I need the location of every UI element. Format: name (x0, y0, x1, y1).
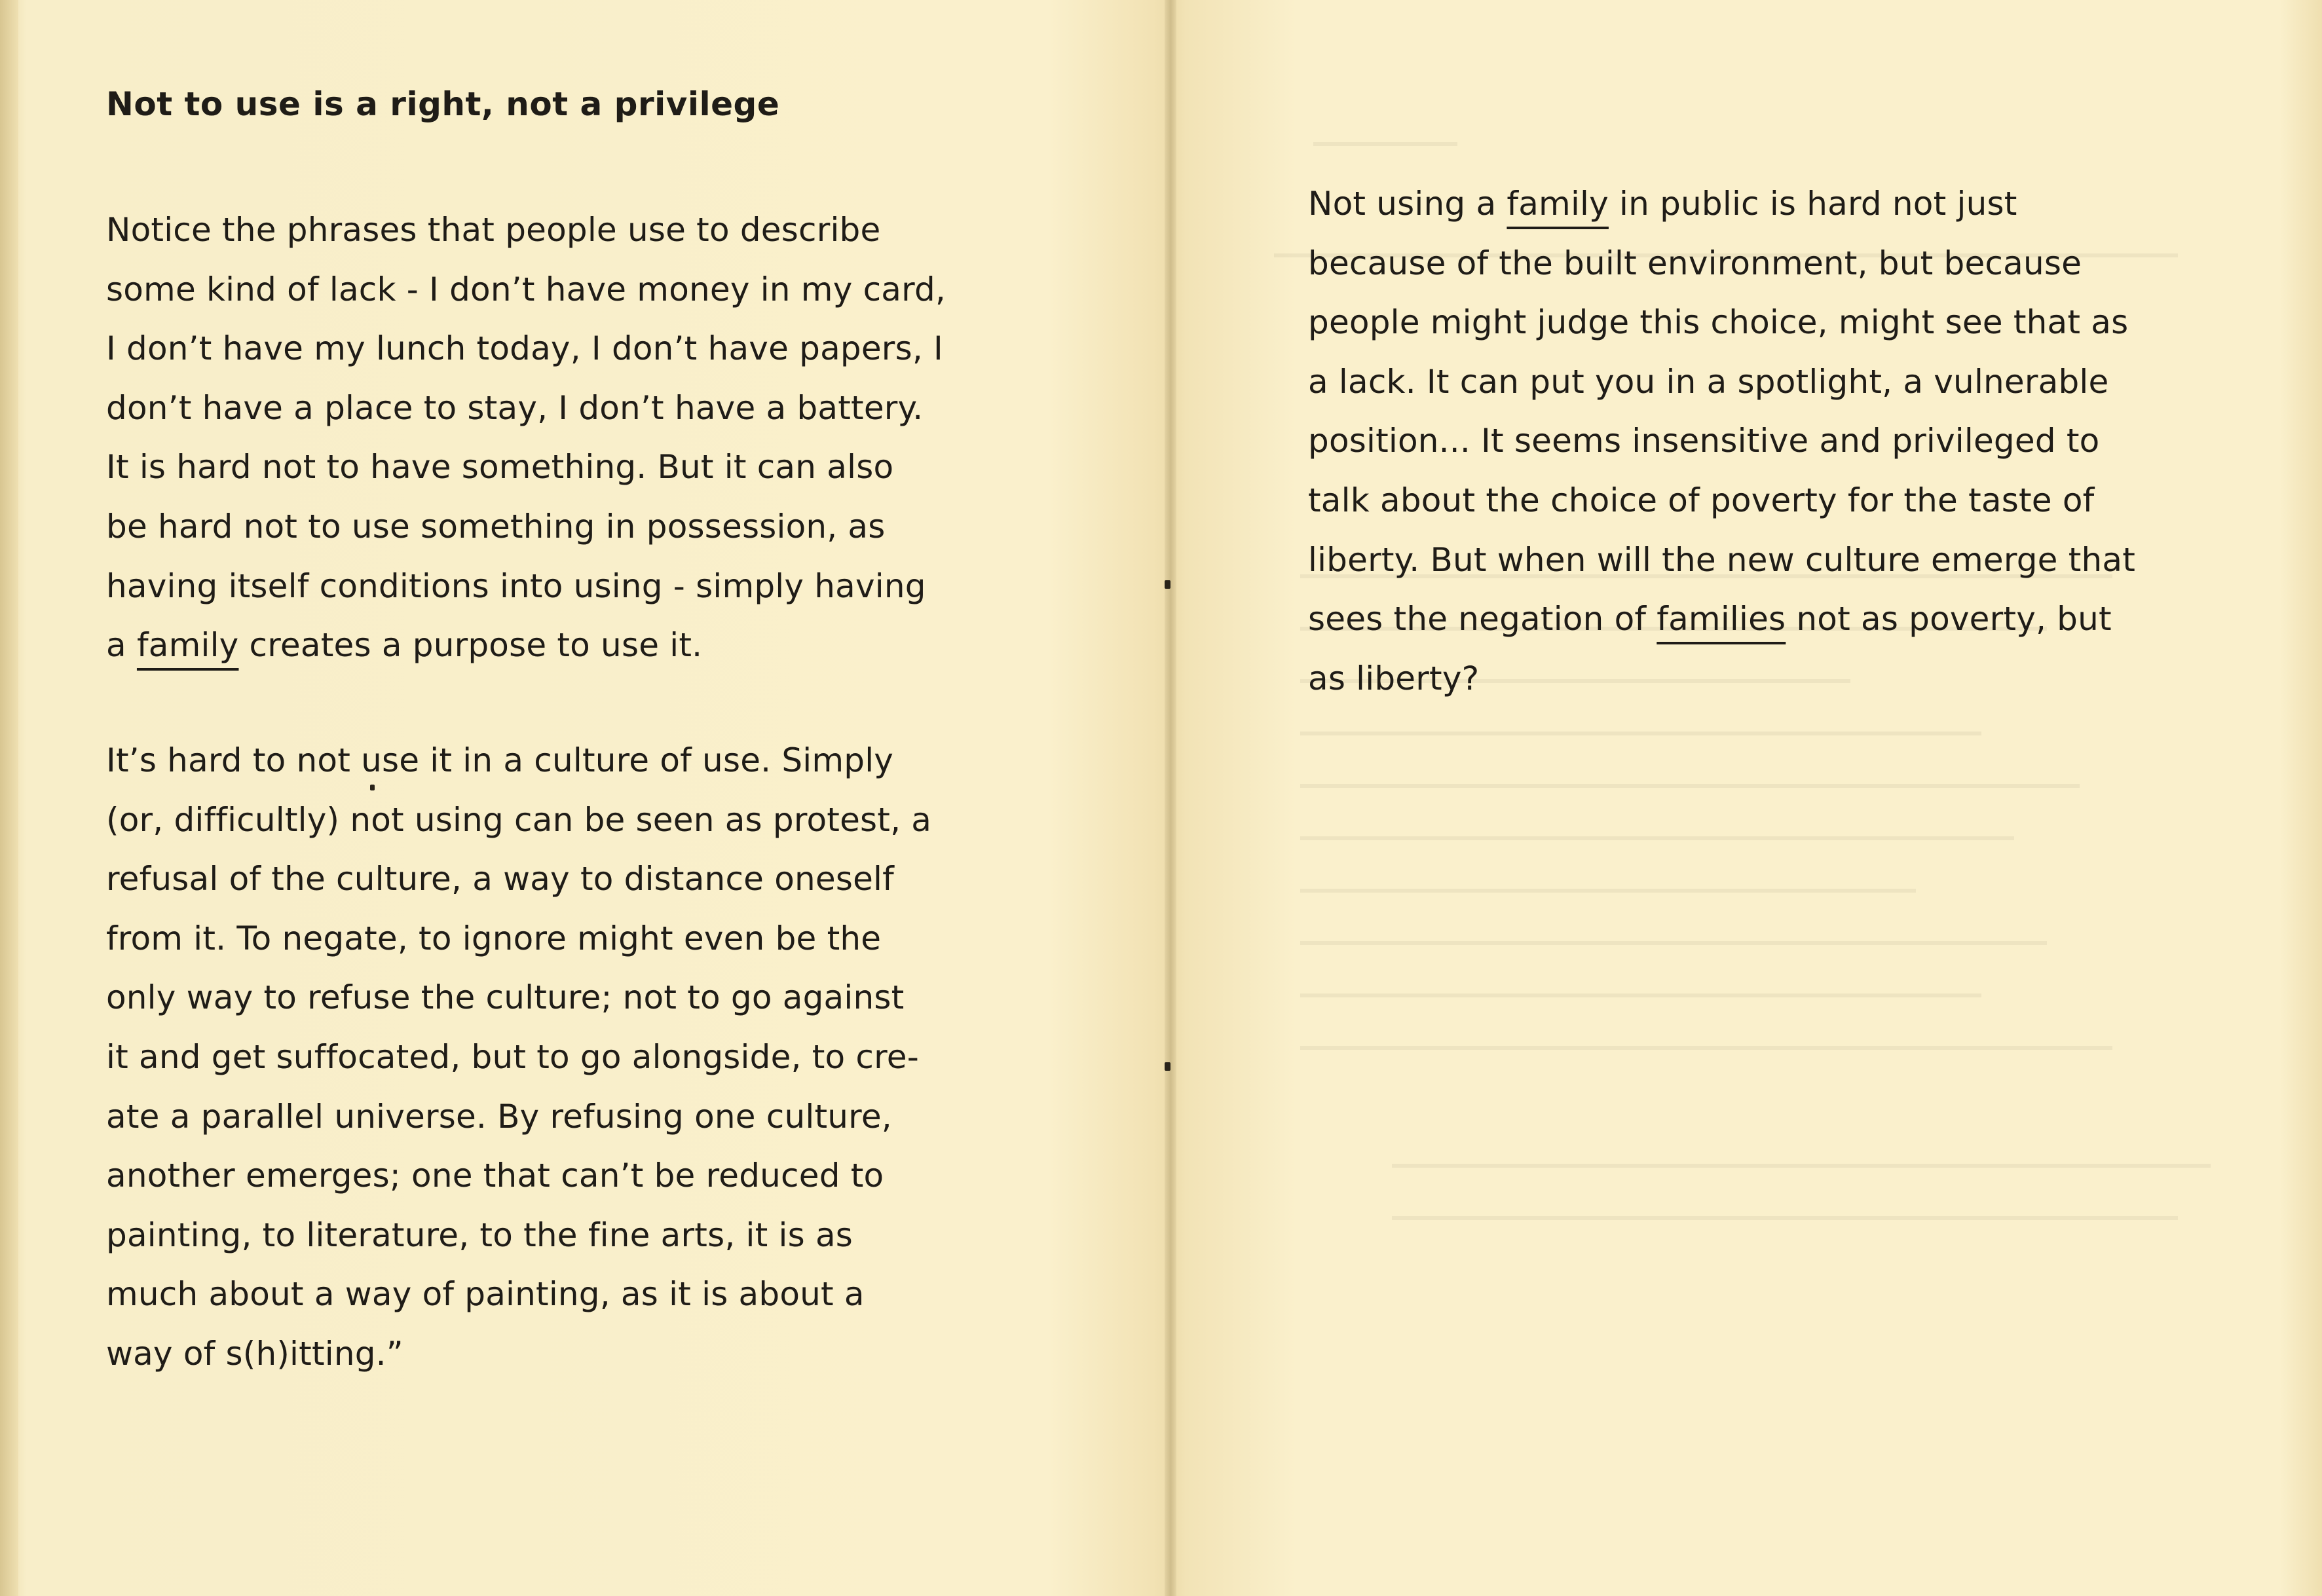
text-line: position... It seems insensitive and privileged to (1308, 422, 2100, 460)
underlined-word: family (136, 626, 239, 665)
underlined-word: family (1507, 185, 1609, 223)
left-paragraph-1 (106, 200, 946, 675)
section-heading: Not to use is a right, not a privilege (106, 85, 780, 123)
text-line: It’s hard to not use it in a culture of use. Simply (106, 741, 894, 779)
text-line: as liberty? (1308, 659, 1480, 697)
text-line: people might judge this choice, might see that as (1308, 303, 2129, 342)
text-line: Not using a family in public is hard not just (1308, 185, 2017, 223)
text-line: from it. To negate, to ignore might even be the (106, 919, 882, 957)
stray-ink-dot (370, 785, 375, 790)
text-line: ate a parallel universe. By refusing one culture, (106, 1097, 892, 1136)
text-line: way of s(h)itting.” (106, 1334, 403, 1373)
text-line: only way to refuse the culture; not to go against (106, 978, 905, 1017)
text-line: refusal of the culture, a way to distance oneself (106, 860, 894, 899)
text-line: much about a way of painting, as it is about a (106, 1275, 865, 1314)
text-line: sees the negation of families not as poverty, but (1308, 600, 2112, 639)
margin-dot (1165, 580, 1170, 589)
text-line: having itself conditions into using - simply having (106, 566, 926, 605)
text-line: some kind of lack - I don’t have money in my card, (106, 270, 946, 308)
text-line: talk about the choice of poverty for the taste of (1308, 481, 2095, 519)
text-line: It is hard not to have something. But it can also (106, 448, 894, 487)
text-line: don’t have a place to stay, I don’t have a battery. (106, 388, 924, 427)
text-line: (or, difficultly) not using can be seen as protest, a (106, 800, 932, 839)
text-line: a family creates a purpose to use it. (106, 626, 703, 665)
text-line: another emerges; one that can’t be reduced to (106, 1157, 884, 1195)
text-line: because of the built environment, but because (1308, 244, 2082, 282)
right-page (1172, 0, 2322, 1596)
text-line: be hard not to use something in possession, as (106, 507, 886, 546)
margin-dot (1165, 1062, 1170, 1071)
text-line: painting, to literature, to the fine arts, it is as (106, 1216, 853, 1254)
left-paragraph-2 (106, 731, 931, 1384)
right-paragraph-1 (1308, 174, 2135, 708)
text-line: I don’t have my lunch today, I don’t have papers, I (106, 329, 943, 368)
text-line: liberty. But when will the new culture emerge that (1308, 540, 2136, 579)
text-line: Notice the phrases that people use to describe (106, 211, 881, 249)
text-line: a lack. It can put you in a spotlight, a vulnerable (1308, 362, 2109, 401)
underlined-word: families (1657, 600, 1786, 639)
text-line: it and get suffocated, but to go alongside, to cre- (106, 1037, 919, 1076)
